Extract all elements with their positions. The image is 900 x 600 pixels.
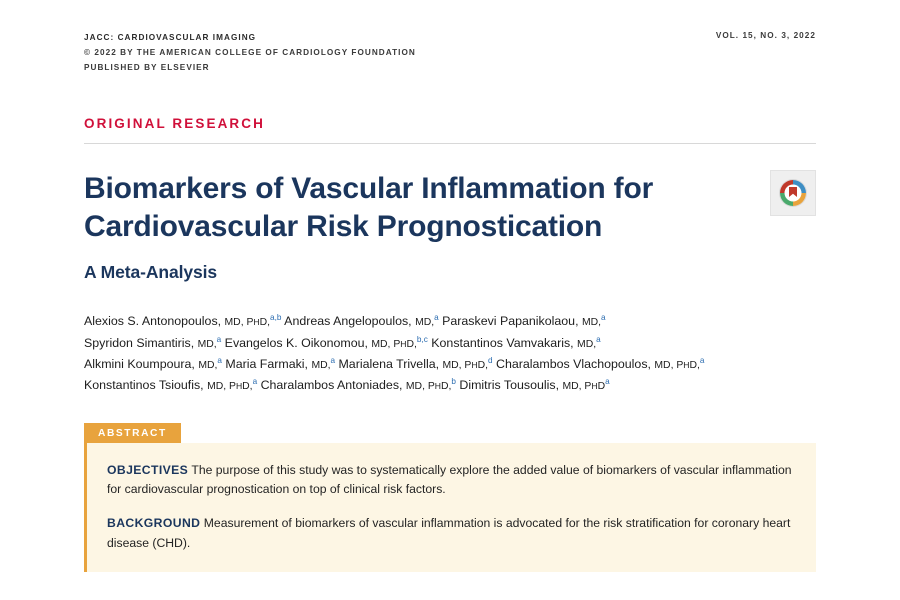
title-line-2: Cardiovascular Risk Prognostication: [84, 209, 603, 243]
title-block: [84, 170, 816, 284]
publisher-line: PUBLISHED BY ELSEVIER: [84, 63, 210, 73]
page-subtitle: A Meta-Analysis: [84, 262, 218, 283]
abstract-objectives-label: OBJECTIVES: [107, 462, 189, 477]
author-list: [84, 311, 816, 396]
copyright-line: © 2022 BY THE AMERICAN COLLEGE OF CARDIOLOGY FOUNDATION: [84, 48, 416, 58]
abstract-background-label: BACKGROUND: [107, 516, 201, 531]
journal-name: JACC: CARDIOVASCULAR IMAGING: [84, 33, 257, 42]
abstract-tab-label: ABSTRACT: [84, 423, 181, 443]
abstract-paragraph: [107, 461, 794, 501]
masthead: [84, 0, 816, 76]
author-line: Konstantinos Tsioufis, MD, PHD,$^a$ Charalambos Antoniades, MD, PHD,$^b$ Dimitris Tousoulis, MD, PHD$^a$: [84, 377, 610, 393]
crossmark-badge[interactable]: [770, 170, 816, 216]
author-line: Alkmini Koumpoura, MD,$^a$ Maria Farmaki, MD,$^a$ Marialena Trivella, MD, PHD,$^d$ Charalambos Vlachopoulos, MD, PHD,$^a$: [84, 355, 705, 371]
author-line: Spyridon Simantiris, MD,$^a$ Evangelos K. Oikonomou, MD, PHD,$^{b,c}$ Konstantinos Vamvakaris, MD,$^a$: [84, 334, 601, 350]
section-kicker: ORIGINAL RESEARCH: [84, 115, 265, 131]
masthead-journal-info: [84, 30, 416, 76]
page-title: [84, 170, 774, 247]
abstract-body: [84, 443, 816, 572]
abstract-paragraph: [107, 514, 794, 554]
header-divider: [84, 143, 816, 144]
abstract-objectives-text: The purpose of this study was to systematically explore the added value of biomarkers of vascular inflammation for cardiovascular prognostication on top of clinical risk factors.: [107, 462, 792, 497]
abstract-section: [84, 423, 816, 572]
abstract-background-text: Measurement of biomarkers of vascular inflammation is advocated for the risk stratification for coronary heart disease (CHD).: [107, 516, 791, 550]
author-line: Alexios S. Antonopoulos, MD, PHD,$^{a,b}$ Andreas Angelopoulos, MD,$^a$ Paraskevi Papanikolaou, MD,$^a$: [84, 313, 606, 329]
title-line-1: Biomarkers of Vascular Inflammation for: [84, 171, 654, 205]
issue-info: VOL. 15, NO. 3, 2022: [715, 31, 816, 40]
